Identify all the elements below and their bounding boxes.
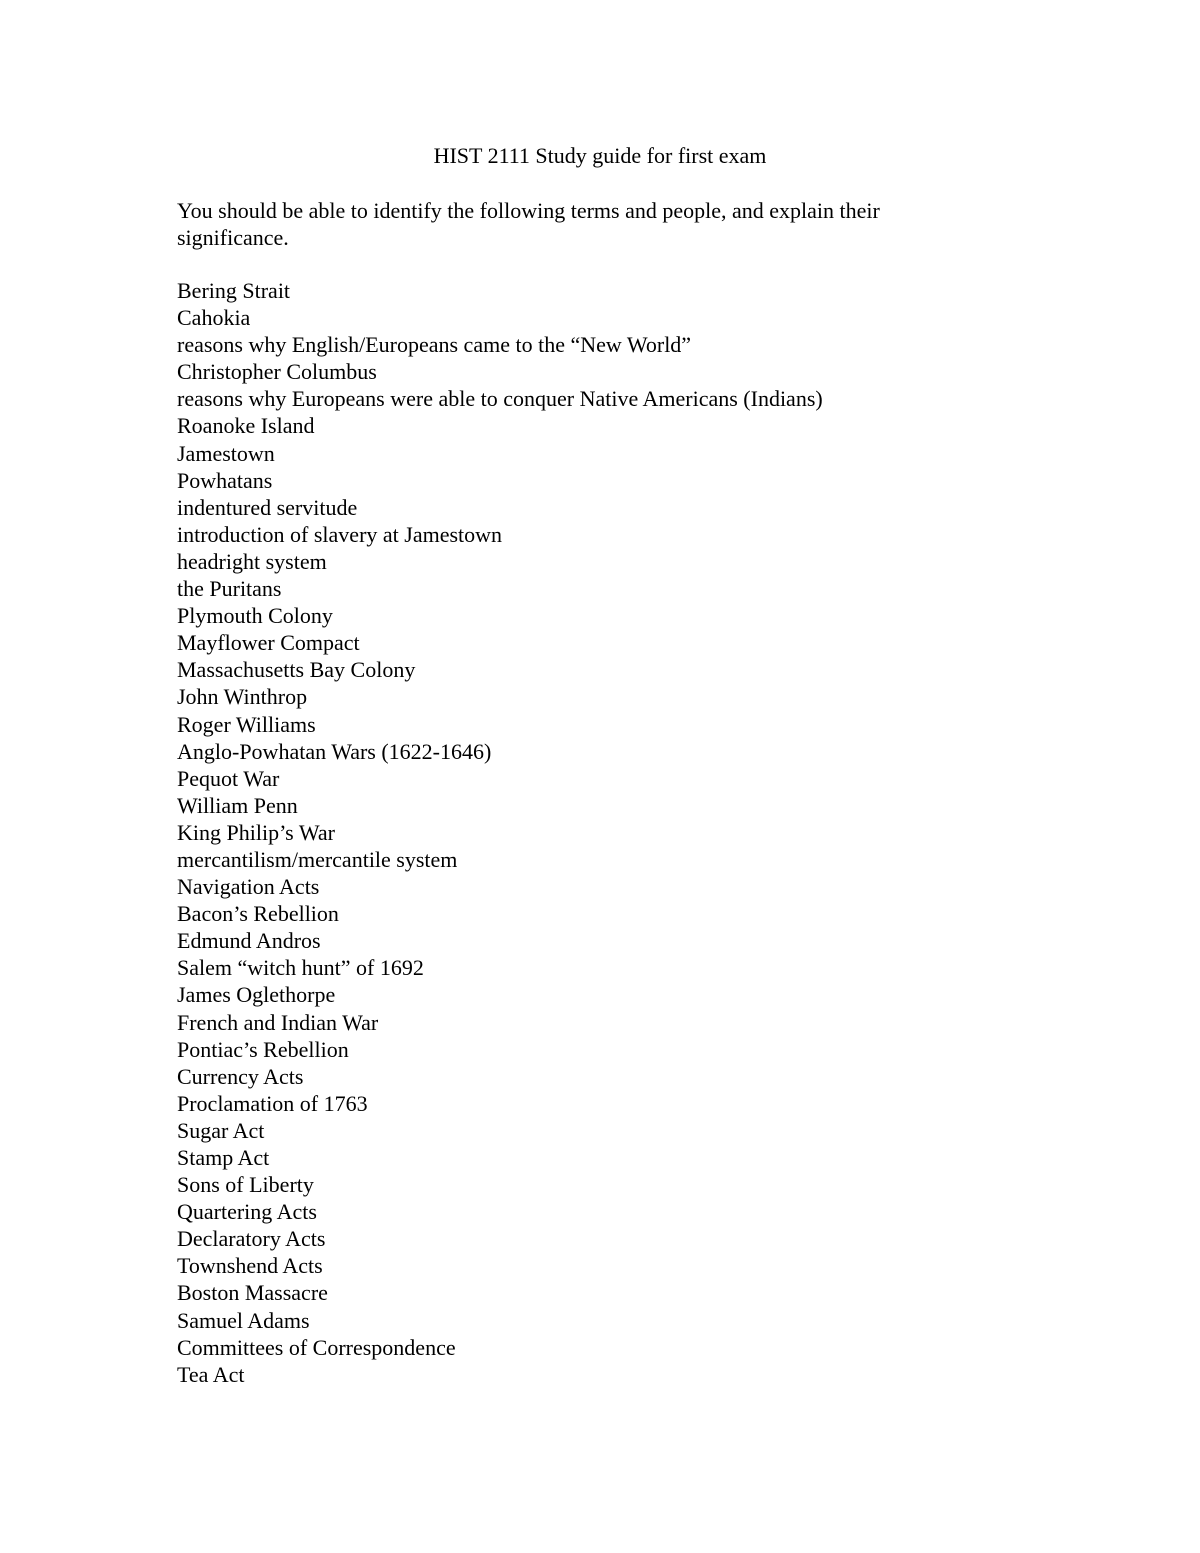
term-item: Roanoke Island: [177, 413, 315, 439]
intro-paragraph: You should be able to identify the following terms and people, and explain their significance.: [177, 198, 880, 250]
term-item: Samuel Adams: [177, 1307, 310, 1333]
term-item: Powhatans: [177, 467, 273, 493]
term-item: King Philip’s War: [177, 819, 335, 845]
term-item: Committees of Correspondence: [177, 1334, 456, 1360]
term-item: Currency Acts: [177, 1063, 304, 1089]
term-item: reasons why English/Europeans came to the “New World”: [177, 332, 692, 358]
term-item: headright system: [177, 548, 327, 574]
term-item: Pequot War: [177, 765, 280, 791]
term-item: Declaratory Acts: [177, 1226, 326, 1252]
term-item: John Winthrop: [177, 684, 308, 710]
term-item: Navigation Acts: [177, 874, 320, 900]
page-title: HIST 2111 Study guide for first exam: [433, 143, 767, 168]
term-item: Sugar Act: [177, 1117, 265, 1143]
term-item: Boston Massacre: [177, 1280, 328, 1306]
term-item: Proclamation of 1763: [177, 1090, 368, 1116]
term-item: reasons why Europeans were able to conquer Native Americans (Indians): [177, 386, 823, 412]
term-item: William Penn: [177, 792, 298, 818]
term-item: Salem “witch hunt” of 1692: [177, 955, 424, 981]
term-item: James Oglethorpe: [177, 982, 336, 1008]
term-list: [177, 277, 823, 1388]
term-item: Quartering Acts: [177, 1199, 317, 1225]
term-item: Jamestown: [177, 440, 275, 466]
term-item: Plymouth Colony: [177, 603, 333, 629]
term-item: Cahokia: [177, 305, 251, 331]
term-item: Roger Williams: [177, 711, 316, 737]
term-item: Townshend Acts: [177, 1253, 323, 1279]
term-item: Bering Strait: [177, 278, 291, 303]
term-item: Massachusetts Bay Colony: [177, 657, 416, 683]
term-item: mercantilism/mercantile system: [177, 846, 458, 872]
term-item: Pontiac’s Rebellion: [177, 1036, 349, 1062]
term-item: French and Indian War: [177, 1009, 379, 1035]
term-item: the Puritans: [177, 576, 282, 602]
term-item: Bacon’s Rebellion: [177, 901, 339, 927]
term-item: Anglo-Powhatan Wars (1622-1646): [177, 738, 492, 764]
term-item: Mayflower Compact: [177, 630, 360, 656]
term-item: Tea Act: [177, 1361, 245, 1387]
term-item: indentured servitude: [177, 494, 358, 520]
term-item: introduction of slavery at Jamestown: [177, 521, 503, 547]
term-item: Stamp Act: [177, 1145, 270, 1170]
term-item: Christopher Columbus: [177, 359, 377, 385]
term-item: Edmund Andros: [177, 928, 321, 954]
term-item: Sons of Liberty: [177, 1172, 314, 1198]
